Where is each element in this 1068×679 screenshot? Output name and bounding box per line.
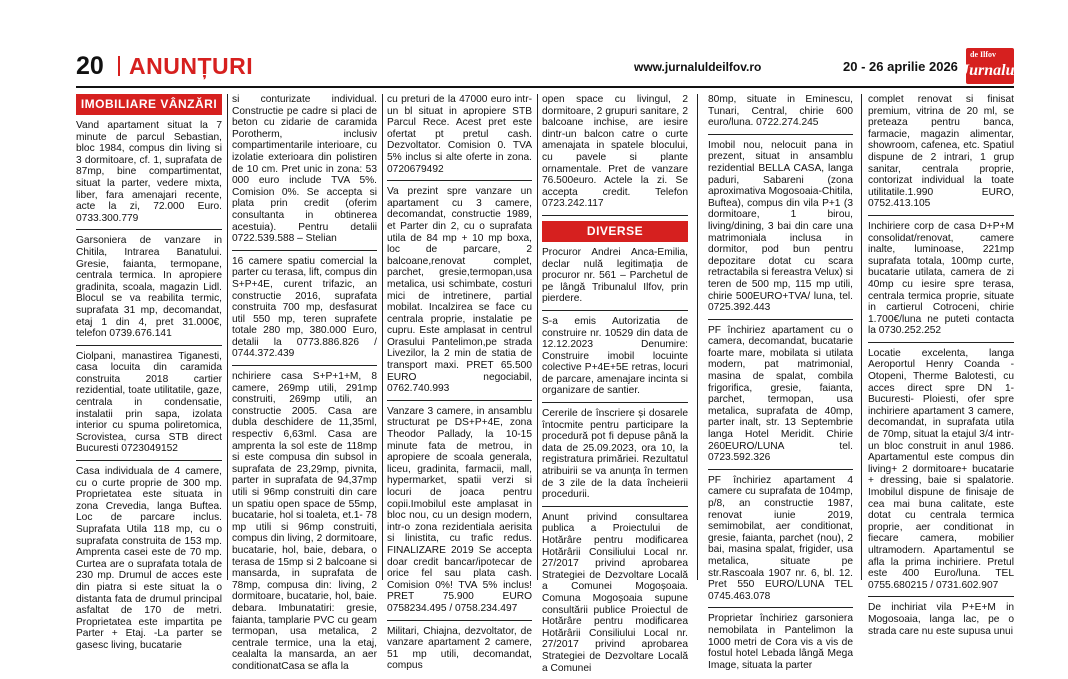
section-heading-imobiliare: IMOBILIARE VÂNZĂRI <box>76 94 222 115</box>
notice-ad: Anunt privind consultarea publica a Proiectului de Hotărâre pentru modificarea Hotărârii Consiliului Local nr. 27/2017 privind aprobarea Strategiei de Dezvoltare Locală a Comunei Mogoșoaia. Comuna Mogoșoaia supune consultării publice Proiectul de Hotărâre pentru modificarea Hotărârii Consiliului Local nr. 27/2017 privind aprobarea Strategiei de Dezvoltare Locală a Comunei <box>542 511 688 674</box>
column-divider <box>537 94 538 580</box>
section-heading-diverse: DIVERSE <box>542 221 688 242</box>
classified-ad: nchiriere casa S+P+1+M, 8 camere, 269mp utili, 291mp construiti, 269mp utili, an constructie 2005. Casa are dubla deschidere de 11,35ml, respectiv 6,63ml. Casa are amprenta la sol este de 118mp si este compusa din subsol in suprafata de 23,29mp, pivnita, parter in suprafata de 94,37mp utili si 96mp construiti din care un spatiu open space de 55mp, bucatarie, hol si toaleta, et.1- 78 mp utili si 96mp construiti, compus din living, 2 dormitoare, bucatarie, hol, baie, debara, o terasa de 15mp si 2 balcoane si mansarda, in suprafata de 78mp, compusa din: living, 2 dormitoare, bucatarie, hol, baie. debara. Imbunatatiri: gresie, faianta, tamplarie PVC cu geam termopan, usa metalica, 2 centrale termice, una la etaj, cealalta la mansarda, an aer conditionatCasa se afla la <box>232 371 377 672</box>
column-5 <box>708 94 853 671</box>
notice-ad: Cererile de înscriere și dosarele întocmite pentru participare la procedură pot fi depuse până la data de 25.09.2023, ora 10, la registratura primăriei. Rezultatul atribuirii se va anunța în termen de 3 zile de la data încheierii procedurii. <box>542 408 688 507</box>
classified-ad: PF închiriez apartament cu o camera, decomandat, bucatarie foarte mare, mobilata si utilata modern, pat matrimonial, masina de spalat, combila frigorifica, gresie, faianta, parchet, termopan, usa metalica, suprafata de 40mp, parter inalt, str. 13 Septembrie langa Hotel Meridit. Chirie 260EURO/LUNA tel. 0723.592.326 <box>708 325 853 470</box>
column-divider <box>861 94 862 580</box>
classified-ad: Ciolpani, manastirea Tiganesti, casa locuita din caramida construita 2018 cartier rezidential, toate utilitatile, gaze, centrala in condensatie, instalatii prin sapa, izolata interior cu spuma poliretomica, Scrovistea, cursa STB direct Bucuresti 0723049152 <box>76 351 222 461</box>
title-separator <box>118 56 120 76</box>
classified-ad: Vanzare 3 camere, in ansamblu structurat pe DS+P+4E, zona Theodor Pallady, la 10-15 minute fata de metrou, in apropiere de scoala generala, liceu, gradinita, farmacii, mall, hypermarket, spatii verzi si locuri de joaca pentru copii.Imobilul este amplasat in bloc nou, cu un design modern, intr-o zona rezidentiala aerisita si linistita, cu trafic redus. FINALIZARE 2019 Se accepta doar credit bancar/ipotecar de orice fel sau plata cash. Comision 0%! TVA 5% inclus! PRET 75.900 EURO 0758234.495 / 0758.234.497 <box>387 406 532 621</box>
classified-ad: Casa individuala de 4 camere, cu o curte proprie de 300 mp. Proprietatea este situata in zona Crevedia, langa Buftea. Loc de parcare inclus. Suprafata Utila 118 mp, cu o suprafata construita de 153 mp. Amprenta casei este de 70 mp. Curtea are o suprafata totala de 230 mp. Drumul de acces este din piatra si este situat la o distanta fata de drumul principal asfaltat de 170 de metri. Proprietatea este impartita pe Parter + Etaj. -La parter se gasesc living, bucatarie <box>76 466 222 651</box>
classified-ad: Locatie excelenta, langa Aeroportul Henry Coanda -Otopeni, Therme Balotesti, cu acces direct spre DN 1- Bucuresti- Ploiesti, ofer spre inchiriere apartament 3 camere, decomandat, in suprafata utila de 70mp, situat la etajul 3/4 intr-un bloc construit in anul 1986. Apartamentul este compus din living+ 2 dormitoare+ bucatarie + dressing, baie si spalatorie. Imobilul dispune de finisaje de cea mai buna calitate, este dotat cu centrala termica proprie, aer conditionat in fiecare camera, mobilier ultramodern. Apartamentul se afla la prima inchiriere. Pretul este 400 Euro/luna. TEL 0755.680215 / 0731.602.907 <box>868 348 1014 597</box>
notice-ad: S-a emis Autorizatia de construire nr. 10529 din data de 12.12.2023 Denumire: Construire imobil locuinte colective P+4E+5E retras, locuri de parcare, amenajare incinta si organizare de santier. <box>542 316 688 403</box>
column-4 <box>542 94 688 674</box>
section-title: ANUNȚURI <box>129 53 254 79</box>
classified-ad: Vand apartament situat la 7 minute de parcul Sebastian, bloc 1984, compus din living si 3 dormitoare, cf. 1, suprafata de 87mp, bine compartimentat, situat la parter, vedere mixta, liber, fara amenajari recente, acte la zi, 72.000 Euro. 0733.300.779 <box>76 120 222 230</box>
page-number: 20 <box>76 52 104 80</box>
notice-ad: Procuror Andrei Anca-Emilia, declar nulă legitimația de procuror nr. 561 – Parchetul de pe lângă Tribunalul Ilfov, prin pierdere. <box>542 247 688 311</box>
logo-text: Jurnalul <box>961 62 1019 79</box>
column-3 <box>387 94 532 672</box>
classified-ad: si conturizate individual. Constructie pe cadre si placi de beton cu zidarie de caramida Porotherm, inclusiv compartimentarile interioare, cu izolatie exterioara din polistiren de 10 cm. Pret unic in zona: 53 000 euro include TVA 5%. Comision 0%. Se accepta si plata prin credit (oferim consultanta in obtinerea acestuia). Pentru detalii 0722.539.588 – Stelian <box>232 94 377 251</box>
classified-ad: Militari, Chiajna, dezvoltator, de vanzare apartament 2 camere, 51 mp utili, decomandat, compus <box>387 625 532 672</box>
issue-date: 20 - 26 aprilie 2026 <box>843 59 958 74</box>
column-1 <box>76 94 222 651</box>
column-2 <box>232 94 377 672</box>
classified-ad: 16 camere spatiu comercial la parter cu terasa, lift, compus din S+P+4E, curent trifazic, an constructie 2016, suprafata construita 700 mp, desfasurat util 550 mp, teren suprafete totale 280 mp, 380.000 Euro, detalii la 0773.886.826 / 0744.372.439 <box>232 256 377 366</box>
classified-ad: PF închiriez apartament 4 camere cu suprafata de 104mp, p/8, an constructie 1987, renovat iunie 2019, semimobilat, aer conditionat, gresie, faianta, parchet (nou), 2 bai, masina spalat, frigider, usa metalica, situate pe str.Rascoala 1907 nr. 6, bl. 12. Pret 550 EURO/LUNA TEL 0745.463.078 <box>708 475 853 609</box>
website-url[interactable]: www.jurnaluldeilfov.ro <box>634 60 762 74</box>
classified-ad: open space cu livingul, 2 dormitoare, 2 grupuri sanitare, 2 balcoane inchise, are iesire dintr-un balcon catre o curte amenajata in spatele blocului, cu pavele si plante ornamentale. Pret de vanzare 76.500euro. Actele la zi. Se accepta credit. Telefon 0723.242.117 <box>542 94 688 216</box>
classified-ad: 80mp, situate in Eminescu, Tunari, Central, chirie 600 euro/luna. 0722.274.245 <box>708 94 853 135</box>
classified-ad: Imobil nou, nelocuit pana in prezent, situat in ansamblu rezidential BELLA CASA, langa paduri, Sabareni (zona aproximativa Mogosoaia-Chitila, Buftea), compus din vila P+1 (3 dormitoare, 1 birou, living/dining, 3 bai din care una matrimoniala inclusa in dormitor, pod bun pentru depozitare dotat cu scara retractabila si fereastra Velux) si teren de 500 mp, 115 mp utili, chirie 500EURO+TVA/ luna, tel. 0725.392.443 <box>708 140 853 320</box>
classified-ad: Proprietar închiriez garsoniera nemobilata in Pantelimon la 1000 metri de Cora vis a vis de fostul hotel Lebada lângă Mega Image, situata la parter <box>708 613 853 671</box>
column-divider <box>697 94 698 580</box>
logo-subtitle: de Ilfov <box>970 50 996 59</box>
classified-ad: De inchiriat vila P+E+M in Mogosoaia, langa lac, pe o strada care nu este supusa unui <box>868 602 1014 637</box>
classified-ad: complet renovat si finisat premium, vitrina de 20 ml, se preteaza pentru banca, farmacie, magazin alimentar, showroom, cafenea, etc. Spatiul dispune de 2 intrari, 1 grup sanitar, centrala proprie, contorizat individual la toate utilitatile.1.990 EURO, 0752.413.105 <box>868 94 1014 216</box>
classified-ad: Va prezint spre vanzare un apartament cu 3 camere, decomandat, constructie 1989, et Parter din 2, cu o suprafata utila de 84 mp + 10 mp boxa, loc de parcare, 2 balcoane,renovat complet, parchet, gresie,termopan,usa metalica, usi schimbate, costuri mici de intretinere, partial mobilat. Incalzirea se face cu centrala proprie, instalatie pe cupru. Este amplasat in centrul Orasului Pantelimon,pe strada Livezilor, la 2 min de statia de transport maxi. PRET 65.500 EURO negociabil, 0762.740.993 <box>387 186 532 401</box>
column-6 <box>868 94 1014 637</box>
classified-ad: Inchiriere corp de casa D+P+M consolidat/renovat, camere inalte, luminoase, 221mp suprafata totala, 100mp curte, bucatarie utilata, camera de zi 40mp cu iesire spre terasa, centrala termica proprie, situate in cartierul Cotroceni, chirie 1.700€/luna ne puteti contacta la 0730.252.252 <box>868 221 1014 343</box>
column-divider <box>227 94 228 580</box>
header-rule <box>76 86 1014 88</box>
classified-ad: Garsoniera de vanzare in Chitila, Intrarea Banatului. Gresie, faianta, termopane, centrala termica. In apropiere gradinita, scoala, magazin Lidl. Blocul se va reabilita termic, suprafata 31 mp, decomandat, etaj 1 din 4, pret 31.000€, telefon 0739.676.141 <box>76 235 222 345</box>
masthead <box>0 0 1068 90</box>
classified-ad: cu preturi de la 47000 euro intr-un bl situat in apropiere STB Parcul Rece. Acest pret este ofertat pt pretul cash. Dezvoltator. Comision 0. TVA 5% inclus si alte oferte in zona. 0720679492 <box>387 94 532 181</box>
newspaper-logo <box>961 48 1019 84</box>
column-divider <box>382 94 383 580</box>
